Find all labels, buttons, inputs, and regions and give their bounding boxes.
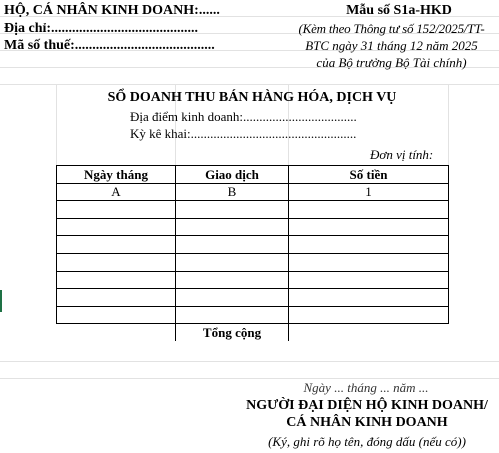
unit-label: Đơn vị tính: (370, 147, 434, 162)
table-cell[interactable] (289, 218, 449, 236)
table-row (57, 218, 449, 236)
form-note-line-2: BTC ngày 31 tháng 12 năm 2025 (305, 38, 478, 53)
table-cell[interactable] (57, 201, 176, 219)
column-code-b: B (176, 183, 289, 201)
form-code: Mẫu số S1a-HKD (346, 3, 452, 18)
active-row-marker (0, 290, 2, 312)
revenue-table (56, 165, 449, 341)
table-cell[interactable] (176, 201, 289, 219)
tax-code-line: Mã số thuế:........................................ (4, 38, 215, 53)
column-code-1: 1 (289, 183, 449, 201)
representative-title-1: NGƯỜI ĐẠI DIỆN HỘ KINH DOANH/ (246, 398, 488, 413)
table-cell[interactable] (57, 253, 176, 271)
table-cell[interactable] (57, 218, 176, 236)
form-note-line-1: (Kèm theo Thông tư số 152/2025/TT- (298, 21, 485, 36)
table-row (57, 289, 449, 307)
column-header-date: Ngày tháng (57, 166, 176, 184)
table-cell[interactable] (289, 253, 449, 271)
table-total-row (57, 324, 449, 341)
table-row (57, 253, 449, 271)
signature-instruction: (Ký, ghi rõ họ tên, đóng dấu (nếu có)) (268, 434, 466, 449)
table-cell[interactable] (289, 201, 449, 219)
table-cell[interactable] (176, 306, 289, 324)
form-note-line-3: của Bộ trưởng Bộ Tài chính) (316, 55, 467, 70)
table-cell[interactable] (289, 289, 449, 307)
table-cell[interactable] (176, 218, 289, 236)
business-location-line: Địa điểm kinh doanh:................................... (130, 109, 357, 124)
table-cell[interactable] (57, 289, 176, 307)
table-code-row (57, 183, 449, 201)
table-cell[interactable] (289, 306, 449, 324)
total-label: Tổng cộng (176, 324, 289, 341)
table-cell[interactable] (289, 271, 449, 289)
declaration-period-line: Kỳ kê khai:................................................... (130, 126, 357, 141)
table-cell[interactable] (57, 306, 176, 324)
table-header-row (57, 166, 449, 184)
table-row (57, 201, 449, 219)
address-line: Địa chỉ:.......................................... (4, 21, 199, 36)
column-header-amount: Số tiền (289, 166, 449, 184)
table-cell[interactable] (176, 271, 289, 289)
ledger-title: SỔ DOANH THU BÁN HÀNG HÓA, DỊCH VỤ (107, 90, 397, 105)
representative-title-2: CÁ NHÂN KINH DOANH (286, 415, 448, 430)
total-spacer-left (57, 324, 176, 341)
column-header-transaction: Giao dịch (176, 166, 289, 184)
business-owner-line: HỘ, CÁ NHÂN KINH DOANH:...... (4, 3, 220, 18)
table-cell[interactable] (176, 289, 289, 307)
table-row (57, 236, 449, 254)
table-cell[interactable] (289, 236, 449, 254)
table-row (57, 271, 449, 289)
table-cell[interactable] (176, 236, 289, 254)
table-cell[interactable] (57, 271, 176, 289)
table-row (57, 306, 449, 324)
table-cell[interactable] (176, 253, 289, 271)
table-cell[interactable] (57, 236, 176, 254)
column-code-a: A (57, 183, 176, 201)
date-line: Ngày ... tháng ... năm ... (303, 380, 429, 395)
total-spacer-right (289, 324, 449, 341)
